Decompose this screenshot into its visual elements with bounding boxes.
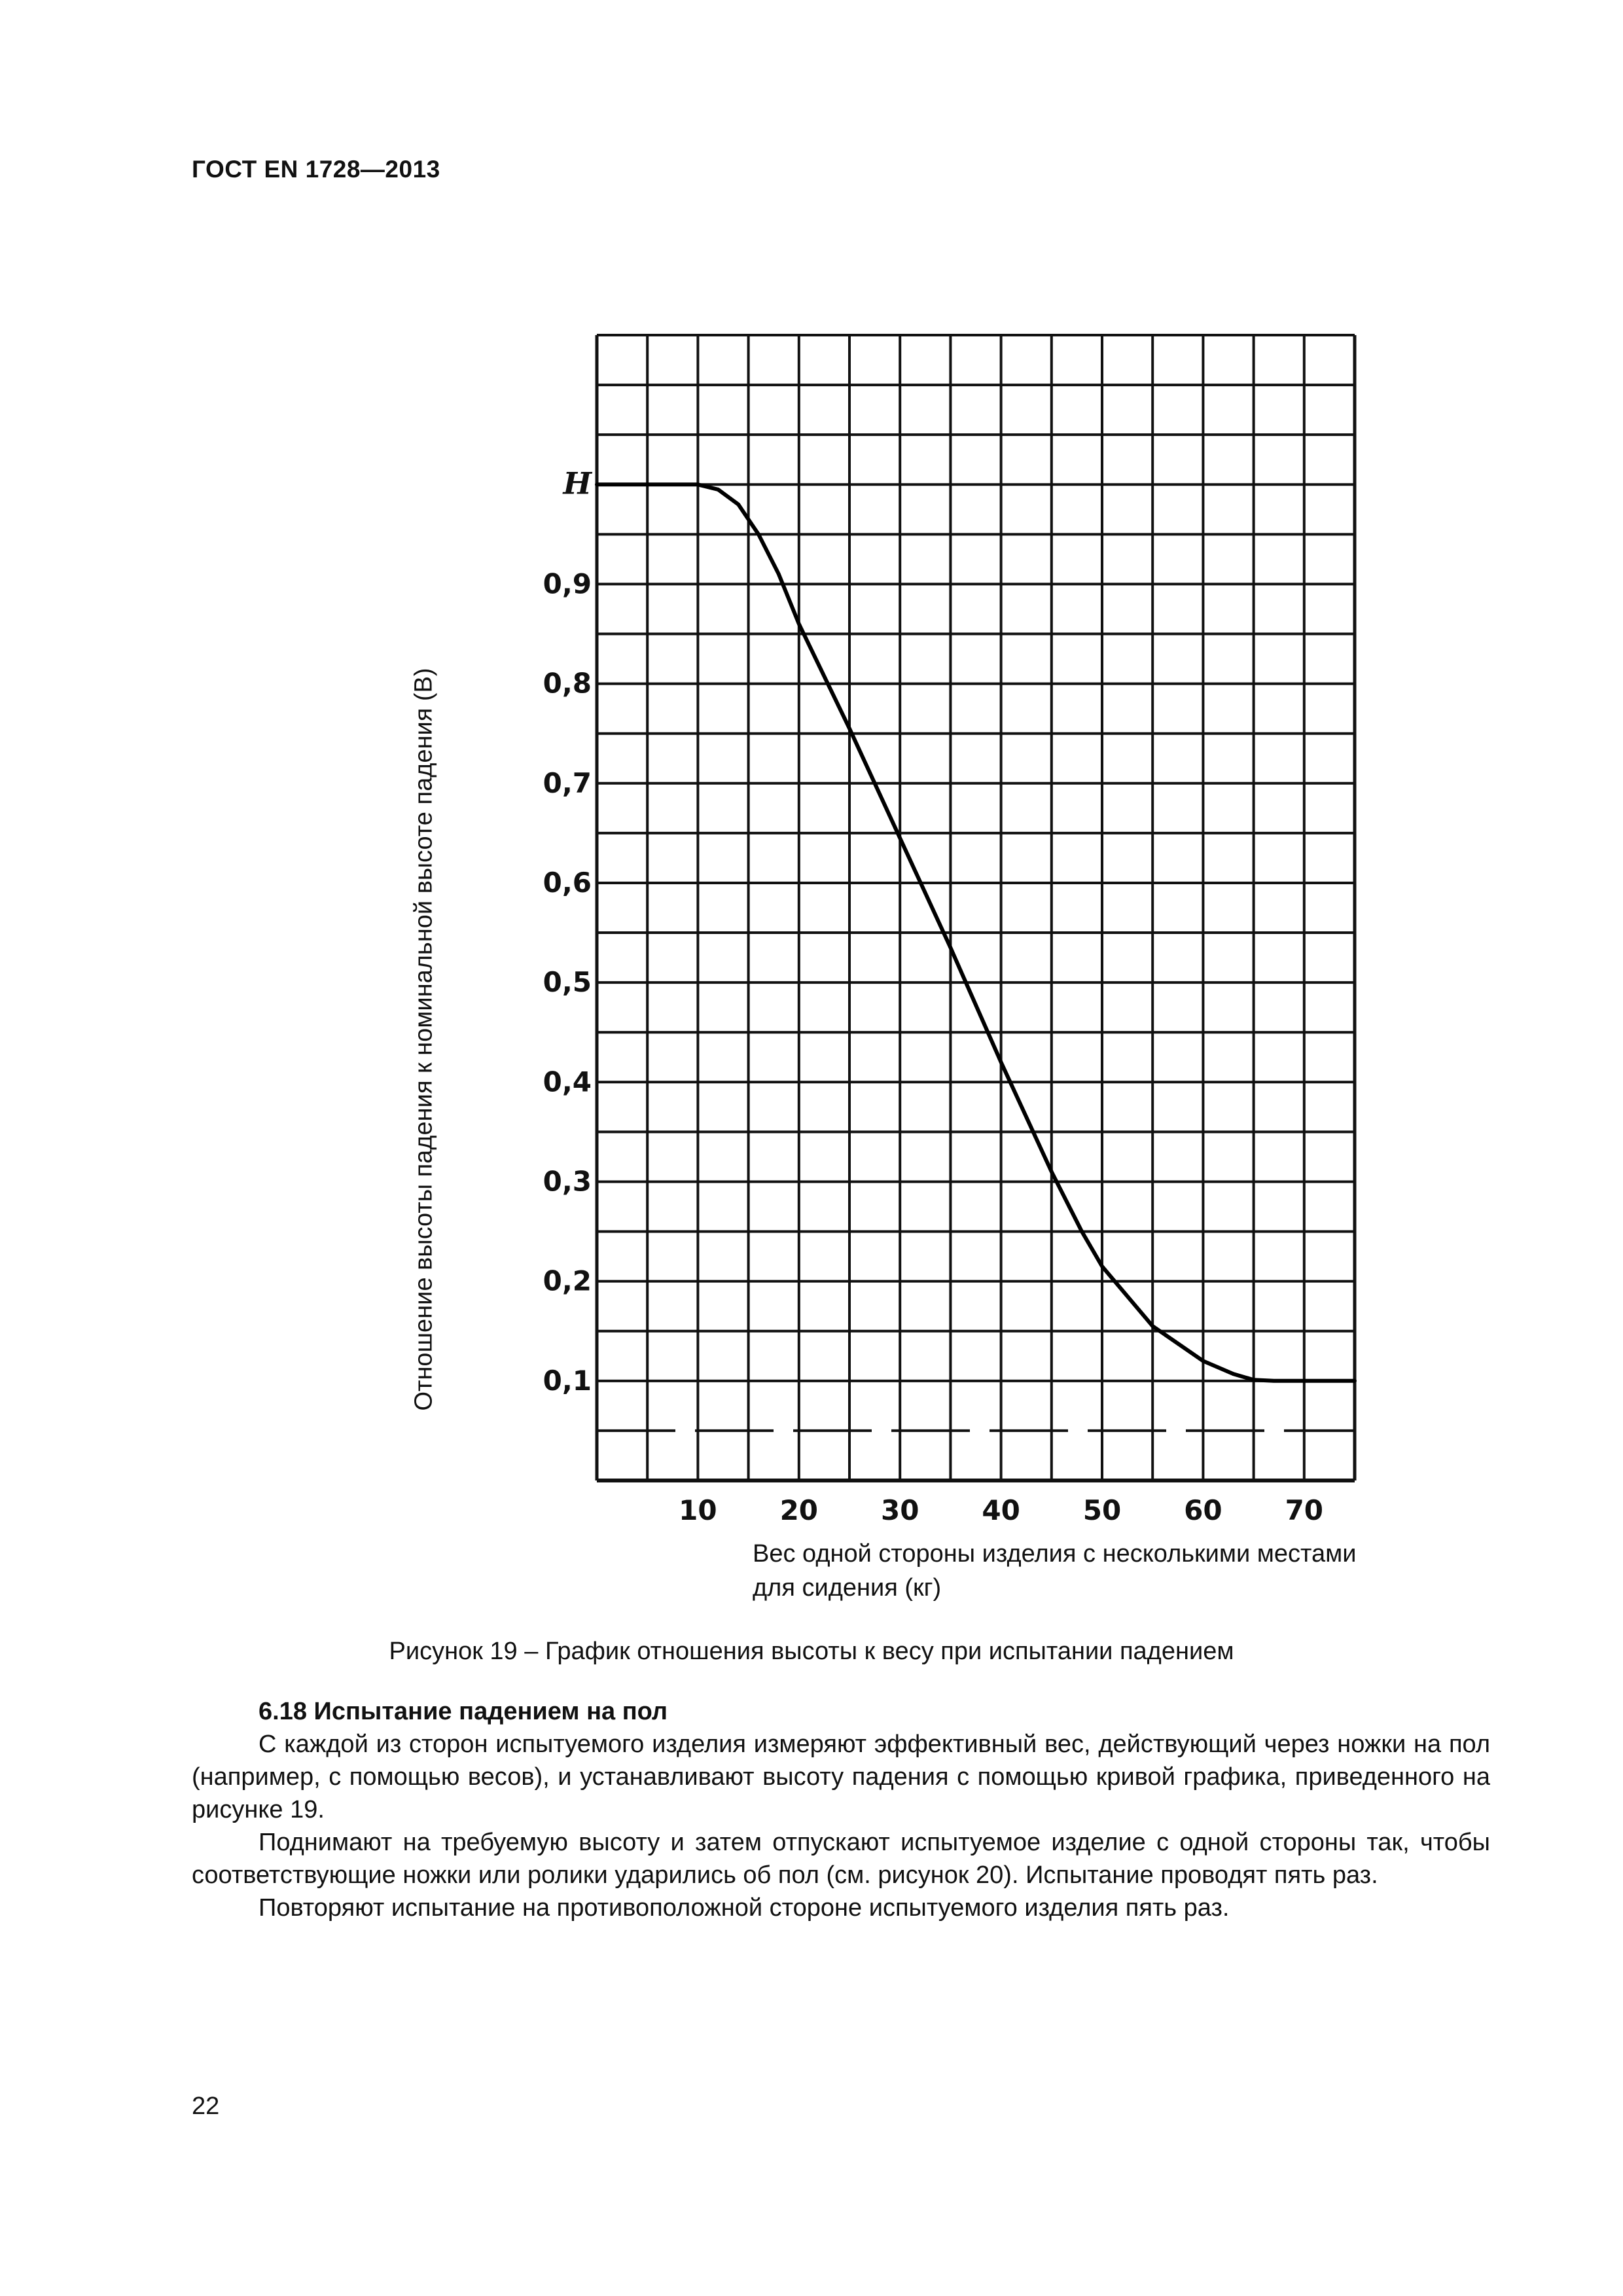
x-axis-label-line1: Вес одной стороны изделия с несколькими местами	[753, 1540, 1357, 1568]
y-tick-label: 0,6	[543, 866, 592, 899]
y-tick-label: 0,8	[543, 667, 592, 700]
y-tick-label: 0,2	[543, 1265, 592, 1297]
y-tick-label: 0,9	[543, 567, 592, 600]
x-axis-label	[753, 1537, 1472, 1605]
y-tick-label-h: H	[563, 465, 592, 501]
paragraph: Повторяют испытание на противоположной стороне испытуемого изделия пять раз.	[259, 1894, 1230, 1922]
y-tick-label: 0,3	[543, 1165, 592, 1198]
y-axis-label: Отношение высоты падения к номинальной высоте падения (B)	[410, 668, 438, 1411]
section-6-18	[192, 1695, 1490, 1924]
x-tick-label: 10	[679, 1494, 717, 1526]
chart-grid	[597, 335, 1355, 1480]
y-tick-label: 0,5	[543, 966, 592, 999]
y-tick-label: 0,4	[543, 1066, 592, 1098]
x-tick-label: 60	[1184, 1494, 1222, 1526]
page-number: 22	[192, 2092, 220, 2120]
x-tick-label: 40	[982, 1494, 1020, 1526]
x-tick-label: 20	[779, 1494, 819, 1526]
x-tick-label: 50	[1082, 1494, 1122, 1526]
figure-caption: Рисунок 19 – График отношения высоты к весу при испытании падением	[389, 1638, 1234, 1665]
y-tick-label: 0,1	[543, 1364, 592, 1397]
y-tick-label: 0,7	[543, 766, 592, 799]
chart-tick-labels	[543, 465, 1323, 1526]
document-header: ГОСТ EN 1728—2013	[192, 156, 440, 183]
paragraph: Поднимают на требуемую высоту и затем отпускают испытуемое изделие с одной стороны так, чтобы соответствующие ножки или ролики ударились об пол (см. рисунок 20). Испытание проводят пять раз.	[192, 1829, 1490, 1889]
x-axis-label-line2: для сидения (кг)	[753, 1574, 942, 1602]
x-tick-label: 70	[1285, 1494, 1324, 1526]
paragraph: С каждой из сторон испытуемого изделия измеряют эффективный вес, действующий через ножки на пол (например, с помощью весов), и устанавливают высоту падения с помощью кривой графика, приведенного на рисунке 19.	[192, 1731, 1490, 1823]
x-tick-label: 30	[880, 1494, 919, 1526]
section-title: 6.18 Испытание падением на пол	[259, 1698, 668, 1725]
